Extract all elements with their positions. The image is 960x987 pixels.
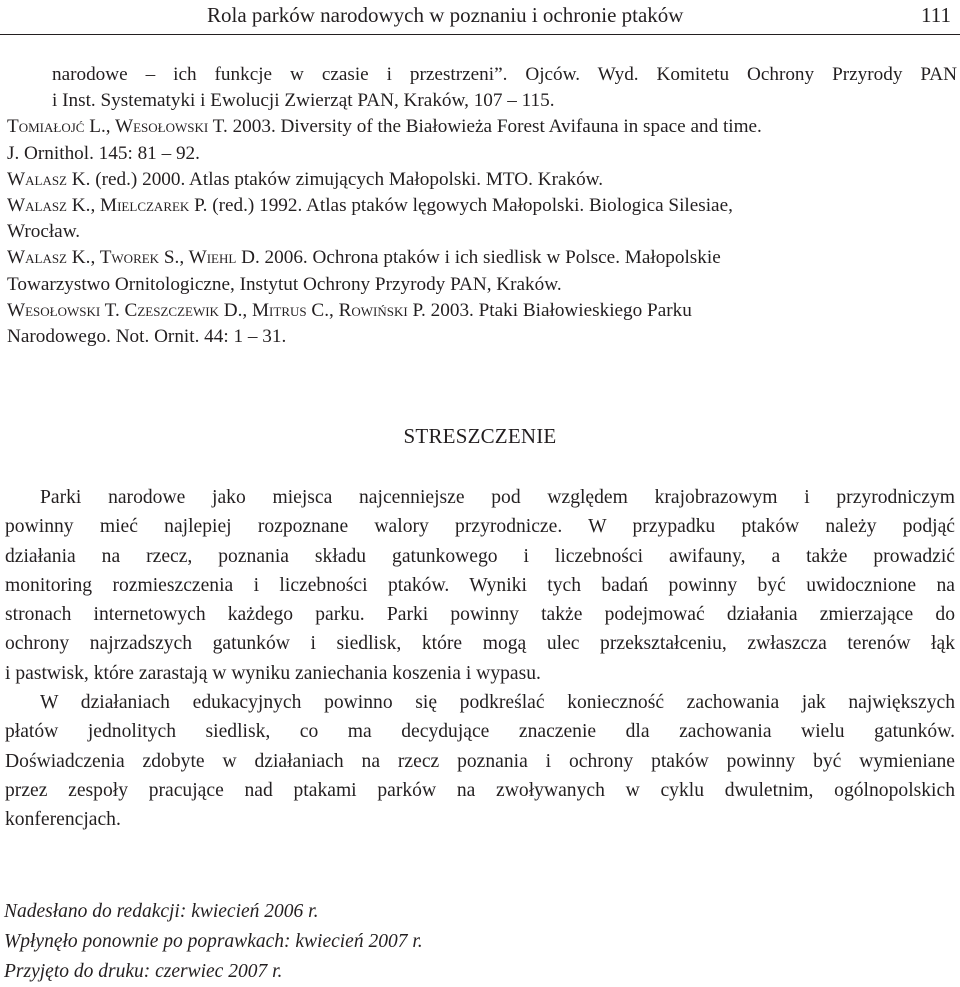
reference-line: Wrocław. (7, 221, 81, 243)
editorial-notes (4, 897, 423, 987)
summary-text (5, 483, 955, 835)
reference-line: Narodowego. Not. Ornit. 44: 1 – 31. (7, 326, 287, 348)
received-note: Nadesłano do redakcji: kwiecień 2006 r. (4, 901, 319, 922)
accepted-note: Przyjęto do druku: czerwiec 2007 r. (4, 961, 283, 982)
reference-line: i Inst. Systematyki i Ewolucji Zwierząt PAN, Kraków, 107 – 115. (52, 90, 555, 112)
reference-line: narodowe – ich funkcje w czasie i przestrzeni”. Ojców. Wyd. Komitetu Ochrony Przyrody PAN (52, 64, 957, 85)
reference-list (7, 62, 957, 350)
reference-text: (red.) 1992. Atlas ptaków lęgowych Małopolski. Biologica Silesiae, (207, 195, 733, 217)
running-header (0, 0, 960, 35)
reference-authors: Wesołowski T. Czeszczewik D., Mitrus C., Rowiński P. (7, 299, 426, 321)
summary-line: stronach internetowych każdego parku. Parki powinny także podejmować działania zmierzające do (5, 604, 955, 626)
revised-note: Wpłynęło ponownie po poprawkach: kwiecień 2007 r. (4, 931, 423, 952)
reference-line (7, 245, 957, 271)
reference-line (7, 167, 957, 193)
reference-line (7, 114, 957, 140)
reference-entry (7, 167, 957, 193)
reference-line (7, 298, 957, 324)
summary-line: Parki narodowe jako miejsca najcenniejsze pod względem krajobrazowym i przyrodniczym (40, 487, 955, 508)
reference-text: 2003. Diversity of the Białowieża Forest Avifauna in space and time. (227, 116, 762, 138)
reference-entry (7, 114, 957, 166)
summary-line: W działaniach edukacyjnych powinno się podkreślać konieczność zachowania jak największych (40, 692, 955, 714)
summary-line: ochrony najrzadszych gatunków i siedlisk, które mogą ulec przekształceniu, zwłaszcza terenów łąk (5, 633, 955, 655)
reference-line: Towarzystwo Ornitologiczne, Instytut Ochrony Przyrody PAN, Kraków. (7, 273, 562, 295)
summary-line: i pastwisk, które zarastają w wyniku zaniechania koszenia i wypasu. (5, 662, 541, 684)
summary-line: konferencjach. (5, 809, 121, 831)
reference-authors: Walasz K. (7, 168, 91, 190)
summary-line: przez zespoły pracujące nad ptakami parków na zwoływanych w cyklu dwuletnim, ogólnopolskich (5, 779, 955, 801)
reference-line: J. Ornithol. 145: 81 – 92. (7, 142, 200, 164)
reference-entry (7, 245, 957, 297)
reference-entry (7, 193, 957, 245)
reference-authors: Walasz K., Mielczarek P. (7, 195, 208, 217)
summary-line: monitoring rozmieszczenia i liczebności ptaków. Wyniki tych badań powinny być uwidocznione na (5, 574, 955, 596)
reference-text: 2003. Ptaki Białowieskiego Parku (425, 299, 692, 321)
summary-line: powinny mieć najlepiej rozpoznane walory przyrodnicze. W przypadku ptaków należy podjąć (5, 516, 955, 538)
reference-authors: Tomiałojć L., Wesołowski T. (7, 116, 228, 138)
reference-line (7, 193, 957, 219)
summary-line: działania na rzecz, poznania składu gatunkowego i liczebności awifauny, a także prowadzić (5, 545, 955, 567)
reference-entry (7, 62, 957, 114)
page-number: 111 (921, 3, 951, 27)
summary-heading: STRESZCZENIE (403, 424, 557, 448)
header-title: Rola parków narodowych w poznaniu i ochronie ptaków (207, 3, 684, 27)
summary-line: Doświadczenia zdobyte w działaniach na rzecz poznania i ochrony ptaków powinny być wymieniane (5, 750, 955, 772)
reference-text: (red.) 2000. Atlas ptaków zimujących Małopolski. MTO. Kraków. (90, 168, 604, 190)
reference-authors: Walasz K., Tworek S., Wiehl D. (7, 247, 260, 269)
reference-text: 2006. Ochrona ptaków i ich siedlisk w Polsce. Małopolskie (259, 247, 721, 269)
summary-line: płatów jednolitych siedlisk, co ma decydujące znaczenie dla zachowania wielu gatunków. (5, 721, 955, 743)
reference-entry (7, 298, 957, 350)
